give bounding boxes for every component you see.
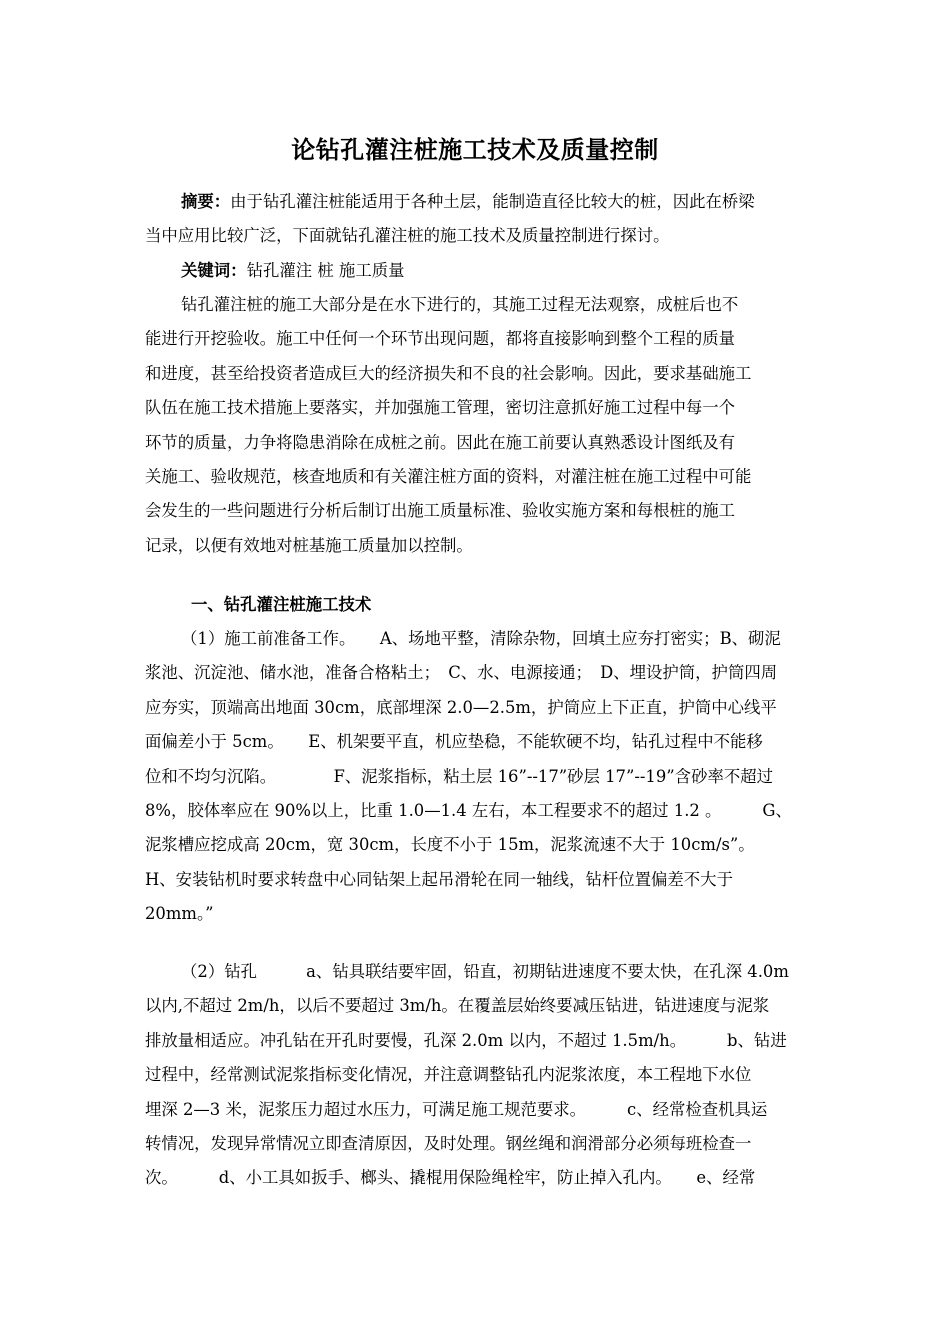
prep-line: （1）施工前准备工作。 A、场地平整，清除杂物，回填土应夯打密实；B、砌泥 — [181, 629, 781, 648]
intro-line: 关施工、验收规范，核查地质和有关灌注桩方面的资料，对灌注桩在施工过程中可能 — [145, 466, 752, 486]
prep-line: 8%，胶体率应在 90%以上，比重 1.0—1.4 左右，本工程要求不的超过 1.2 。 G、 — [145, 800, 792, 820]
prep-line: 应夯实，顶端高出地面 30cm，底部埋深 2.0—2.5m，护筒应上下正直，护筒中心线平 — [145, 697, 777, 717]
drill-line: （2）钻孔 a、钻具联结要牢固，铅直，初期钻进速度不要太快，在孔深 4.0m — [181, 962, 789, 981]
intro-line: 会发生的一些问题进行分析后制订出施工质量标准、验收实施方案和每根桩的施工 — [145, 501, 736, 521]
prep-line: H、安装钻机时要求转盘中心同钻架上起吊滑轮在同一轴线，钻杆位置偏差不大于 — [145, 869, 733, 889]
prep-line: 20mm。” — [145, 904, 214, 924]
intro-line: 环节的质量，力争将隐患消除在成桩之前。因此在施工前要认真熟悉设计图纸及有 — [145, 432, 736, 452]
intro-line: 记录，以便有效地对桩基施工质量加以控制。 — [145, 535, 473, 555]
drill-paragraph — [145, 955, 810, 1196]
drill-line: 埋深 2—3 米，泥浆压力超过水压力，可满足施工规范要求。 c、经常检查机具运 — [145, 1099, 768, 1119]
section-heading-block — [145, 588, 810, 622]
prep-line: 面偏差小于 5cm。 E、机架要平直，机应垫稳，不能软硬不均，钻孔过程中不能移 — [145, 732, 763, 752]
drill-line: 以内,不超过 2m/h，以后不要超过 3m/h。在覆盖层始终要减压钻进，钻进速度与泥浆 — [145, 996, 770, 1016]
drill-line: 过程中，经常测试泥浆指标变化情况，并注意调整钻孔内泥浆浓度，本工程地下水位 — [145, 1065, 752, 1085]
intro-line: 钻孔灌注桩的施工大部分是在水下进行的，其施工过程无法观察，成桩后也不 — [181, 295, 739, 314]
intro-line: 和进度，甚至给投资者造成巨大的经济损失和不良的社会影响。因此，要求基础施工 — [145, 363, 752, 383]
intro-line: 队伍在施工技术措施上要落实，并加强施工管理，密切注意抓好施工过程中每一个 — [145, 398, 736, 418]
abstract-line: 当中应用比较广泛，下面就钻孔灌注桩的施工技术及质量控制进行探讨。 — [145, 226, 670, 246]
document-title: 论钻孔灌注桩施工技术及质量控制 — [291, 135, 659, 164]
abstract-block — [145, 185, 810, 288]
abstract-label: 摘要： — [181, 192, 231, 211]
drill-line: 次。 d、小工具如扳手、榔头、撬棍用保险绳栓牢，防止掉入孔内。 e、经常 — [145, 1168, 756, 1188]
abstract-text: 由于钻孔灌注桩能适用于各种土层，能制造直径比较大的桩，因此在桥梁 — [230, 192, 755, 211]
keywords-line — [145, 254, 810, 288]
prep-paragraph — [145, 622, 810, 932]
drill-line: 排放量相适应。冲孔钻在开孔时要慢，孔深 2.0m 以内，不超过 1.5m/h。 b、钻进 — [145, 1030, 787, 1050]
drill-line: 转情况，发现异常情况立即查清原因，及时处理。钢丝绳和润滑部分必须每班检查一 — [145, 1133, 752, 1153]
prep-line: 泥浆槽应挖成高 20cm，宽 30cm，长度不小于 15m，泥浆流速不大于 10cm/s”。 — [145, 835, 755, 855]
intro-line: 能进行开挖验收。施工中任何一个环节出现问题，都将直接影响到整个工程的质量 — [145, 329, 736, 349]
keywords-text: 钻孔灌注 桩 施工质量 — [246, 260, 405, 280]
prep-line: 浆池、沉淀池、储水池，准备合格粘土； C、水、电源接通； D、埋设护筒，护筒四周 — [145, 663, 778, 683]
prep-line: 位和不均匀沉陷。 F、泥浆指标，粘土层 16”--17”砂层 17”--19”含砂率不超过 — [145, 766, 774, 786]
intro-paragraph — [145, 288, 810, 563]
keywords-label: 关键词： — [181, 260, 247, 280]
section-heading: 一、钻孔灌注桩施工技术 — [191, 595, 372, 614]
abstract-line — [145, 185, 810, 219]
